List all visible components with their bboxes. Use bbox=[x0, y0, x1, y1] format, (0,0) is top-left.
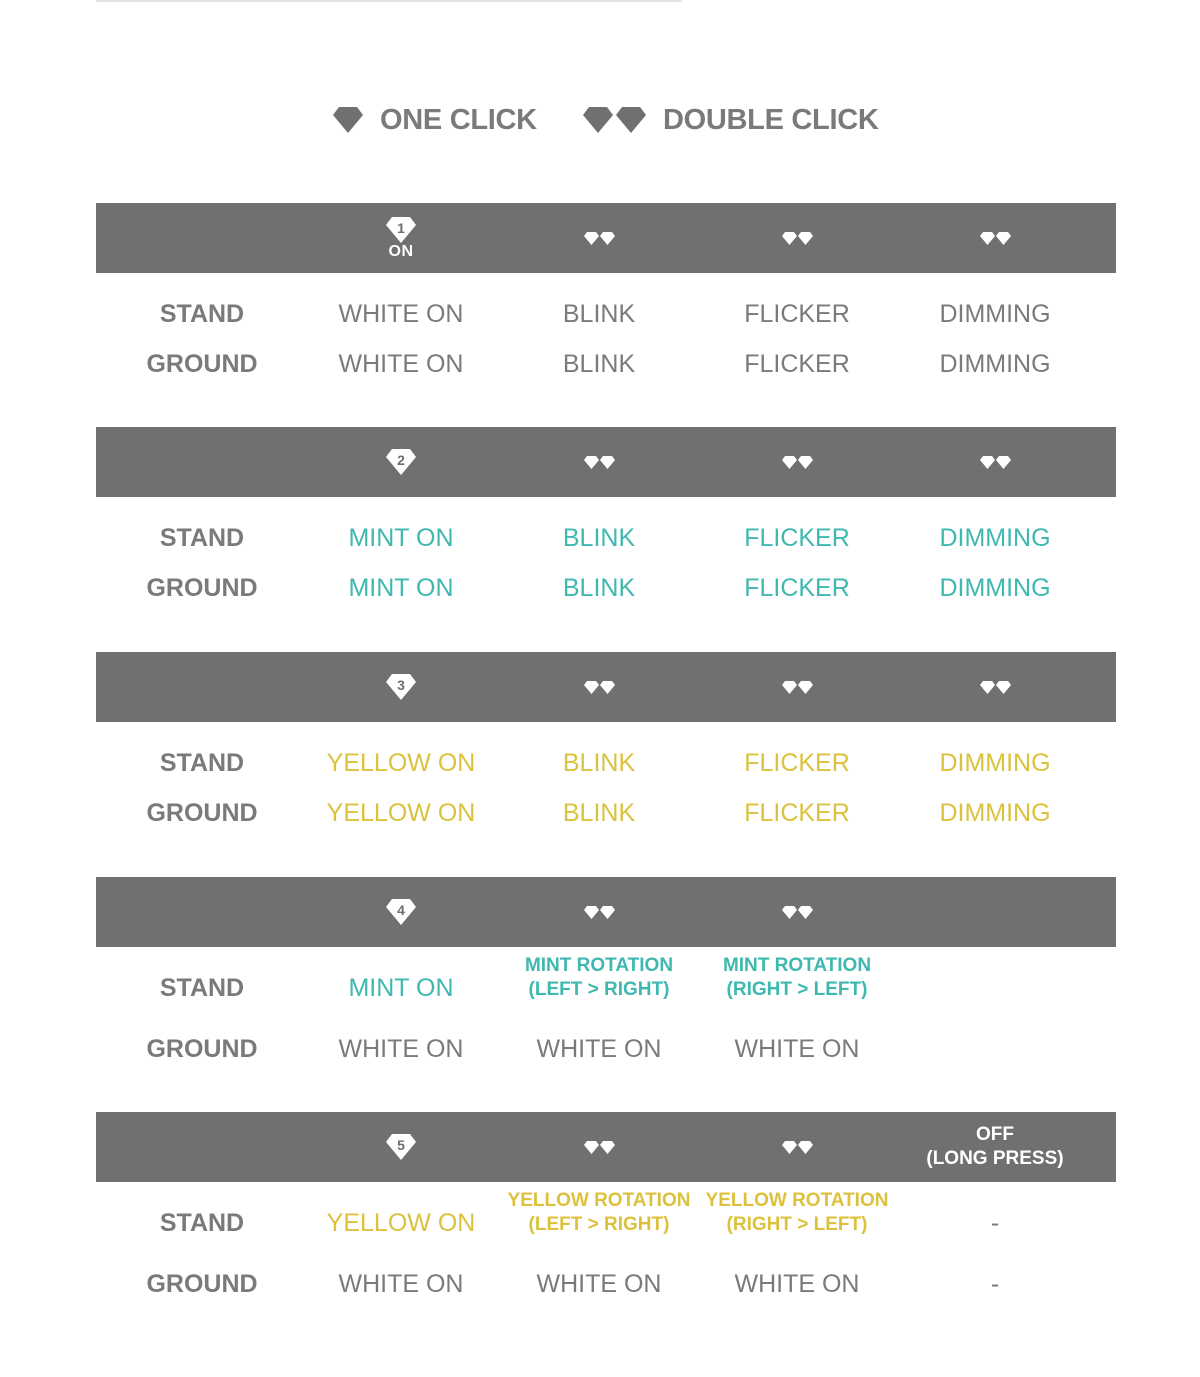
double-click-header bbox=[499, 1112, 699, 1182]
table-cell: YELLOW ROTATION (LEFT > RIGHT) bbox=[507, 1190, 691, 1235]
row-label-ground: GROUND bbox=[146, 1034, 258, 1063]
table-cell: YELLOW ROTATION (RIGHT > LEFT) bbox=[705, 1190, 889, 1235]
section-header-bar bbox=[96, 427, 1116, 497]
double-diamond-icon bbox=[782, 1141, 813, 1154]
off-long-press-label: OFF (LONG PRESS) bbox=[926, 1124, 1064, 1169]
ground-row bbox=[96, 1264, 1116, 1304]
row-label-stand: STAND bbox=[159, 973, 245, 1002]
off-long-press-header bbox=[895, 1112, 1095, 1182]
double-click-header bbox=[499, 427, 699, 497]
double-click-header bbox=[895, 427, 1095, 497]
one-click-header bbox=[301, 427, 501, 497]
table-cell: WHITE ON bbox=[338, 1269, 464, 1298]
double-diamond-icon bbox=[584, 906, 615, 919]
double-click-header bbox=[697, 427, 897, 497]
table-cell: WHITE ON bbox=[536, 1269, 662, 1298]
double-diamond-icon bbox=[980, 232, 1011, 245]
double-diamond-icon bbox=[584, 681, 615, 694]
table-cell: YELLOW ON bbox=[326, 798, 476, 827]
numbered-diamond-icon: 4 bbox=[386, 899, 416, 925]
table-cell: YELLOW ON bbox=[326, 1208, 476, 1237]
stand-row bbox=[96, 294, 1116, 334]
double-click-header bbox=[499, 652, 699, 722]
legend-double-click bbox=[583, 96, 879, 144]
table-cell: MINT ROTATION (RIGHT > LEFT) bbox=[722, 955, 872, 1000]
double-click-header bbox=[697, 877, 897, 947]
one-click-header bbox=[301, 203, 501, 273]
stand-row bbox=[96, 518, 1116, 558]
double-diamond-icon bbox=[782, 906, 813, 919]
stand-row bbox=[96, 1190, 1116, 1243]
top-divider bbox=[96, 0, 682, 2]
click-legend bbox=[0, 96, 1200, 144]
row-label-ground: GROUND bbox=[146, 349, 258, 378]
legend-one-click bbox=[333, 96, 537, 144]
one-click-header bbox=[301, 652, 501, 722]
table-cell: WHITE ON bbox=[734, 1269, 860, 1298]
double-diamond-icon bbox=[583, 107, 646, 133]
double-diamond-icon bbox=[980, 456, 1011, 469]
table-cell: BLINK bbox=[562, 299, 636, 328]
double-diamond-icon bbox=[584, 232, 615, 245]
table-cell: FLICKER bbox=[744, 748, 850, 777]
table-cell: MINT ON bbox=[348, 523, 454, 552]
legend-one-click-label: ONE CLICK bbox=[380, 103, 537, 136]
diamond-icon bbox=[333, 107, 363, 133]
table-cell: DIMMING bbox=[939, 748, 1051, 777]
table-cell: FLICKER bbox=[744, 349, 850, 378]
row-label-ground: GROUND bbox=[146, 1269, 258, 1298]
ground-row bbox=[96, 793, 1116, 833]
row-label-ground: GROUND bbox=[146, 573, 258, 602]
table-cell: - bbox=[990, 1269, 1000, 1298]
row-label-stand: STAND bbox=[159, 1208, 245, 1237]
table-cell: DIMMING bbox=[939, 573, 1051, 602]
table-cell: WHITE ON bbox=[536, 1034, 662, 1063]
table-cell: DIMMING bbox=[939, 523, 1051, 552]
table-cell: WHITE ON bbox=[338, 349, 464, 378]
table-cell: - bbox=[990, 1208, 1000, 1237]
stand-row bbox=[96, 743, 1116, 783]
table-cell: FLICKER bbox=[744, 798, 850, 827]
row-label-stand: STAND bbox=[159, 299, 245, 328]
one-click-header bbox=[301, 877, 501, 947]
numbered-diamond-icon: 5 bbox=[386, 1134, 416, 1160]
stand-row bbox=[96, 955, 1116, 1008]
table-cell: FLICKER bbox=[744, 299, 850, 328]
numbered-diamond-icon: 3 bbox=[386, 674, 416, 700]
table-cell: BLINK bbox=[562, 523, 636, 552]
double-diamond-icon bbox=[782, 681, 813, 694]
double-click-header bbox=[499, 877, 699, 947]
numbered-diamond-icon: 1 bbox=[386, 217, 416, 243]
double-click-header bbox=[499, 203, 699, 273]
legend-double-click-label: DOUBLE CLICK bbox=[663, 103, 879, 136]
table-cell: BLINK bbox=[562, 798, 636, 827]
row-label-stand: STAND bbox=[159, 523, 245, 552]
table-cell: YELLOW ON bbox=[326, 748, 476, 777]
row-label-ground: GROUND bbox=[146, 798, 258, 827]
double-click-header bbox=[697, 203, 897, 273]
table-cell: DIMMING bbox=[939, 299, 1051, 328]
double-diamond-icon bbox=[782, 232, 813, 245]
double-diamond-icon bbox=[584, 456, 615, 469]
double-click-header bbox=[895, 652, 1095, 722]
table-cell: MINT ON bbox=[348, 573, 454, 602]
table-cell: WHITE ON bbox=[338, 1034, 464, 1063]
on-label: ON bbox=[388, 242, 414, 260]
double-diamond-icon bbox=[980, 681, 1011, 694]
table-cell: DIMMING bbox=[939, 349, 1051, 378]
double-click-header bbox=[697, 652, 897, 722]
double-click-header bbox=[895, 203, 1095, 273]
ground-row bbox=[96, 344, 1116, 384]
table-cell: FLICKER bbox=[744, 523, 850, 552]
table-cell: MINT ROTATION (LEFT > RIGHT) bbox=[524, 955, 674, 1000]
double-click-header bbox=[697, 1112, 897, 1182]
table-cell: WHITE ON bbox=[338, 299, 464, 328]
section-header-bar bbox=[96, 877, 1116, 947]
table-cell: BLINK bbox=[562, 748, 636, 777]
section-header-bar bbox=[96, 652, 1116, 722]
table-cell: MINT ON bbox=[348, 973, 454, 1002]
section-header-bar bbox=[96, 1112, 1116, 1182]
table-cell: BLINK bbox=[562, 349, 636, 378]
numbered-diamond-icon: 2 bbox=[386, 449, 416, 475]
table-cell: FLICKER bbox=[744, 573, 850, 602]
double-diamond-icon bbox=[782, 456, 813, 469]
ground-row bbox=[96, 1029, 1116, 1069]
row-label-stand: STAND bbox=[159, 748, 245, 777]
table-cell: DIMMING bbox=[939, 798, 1051, 827]
ground-row bbox=[96, 568, 1116, 608]
table-cell: BLINK bbox=[562, 573, 636, 602]
double-diamond-icon bbox=[584, 1141, 615, 1154]
one-click-header bbox=[301, 1112, 501, 1182]
section-header-bar bbox=[96, 203, 1116, 273]
table-cell: WHITE ON bbox=[734, 1034, 860, 1063]
